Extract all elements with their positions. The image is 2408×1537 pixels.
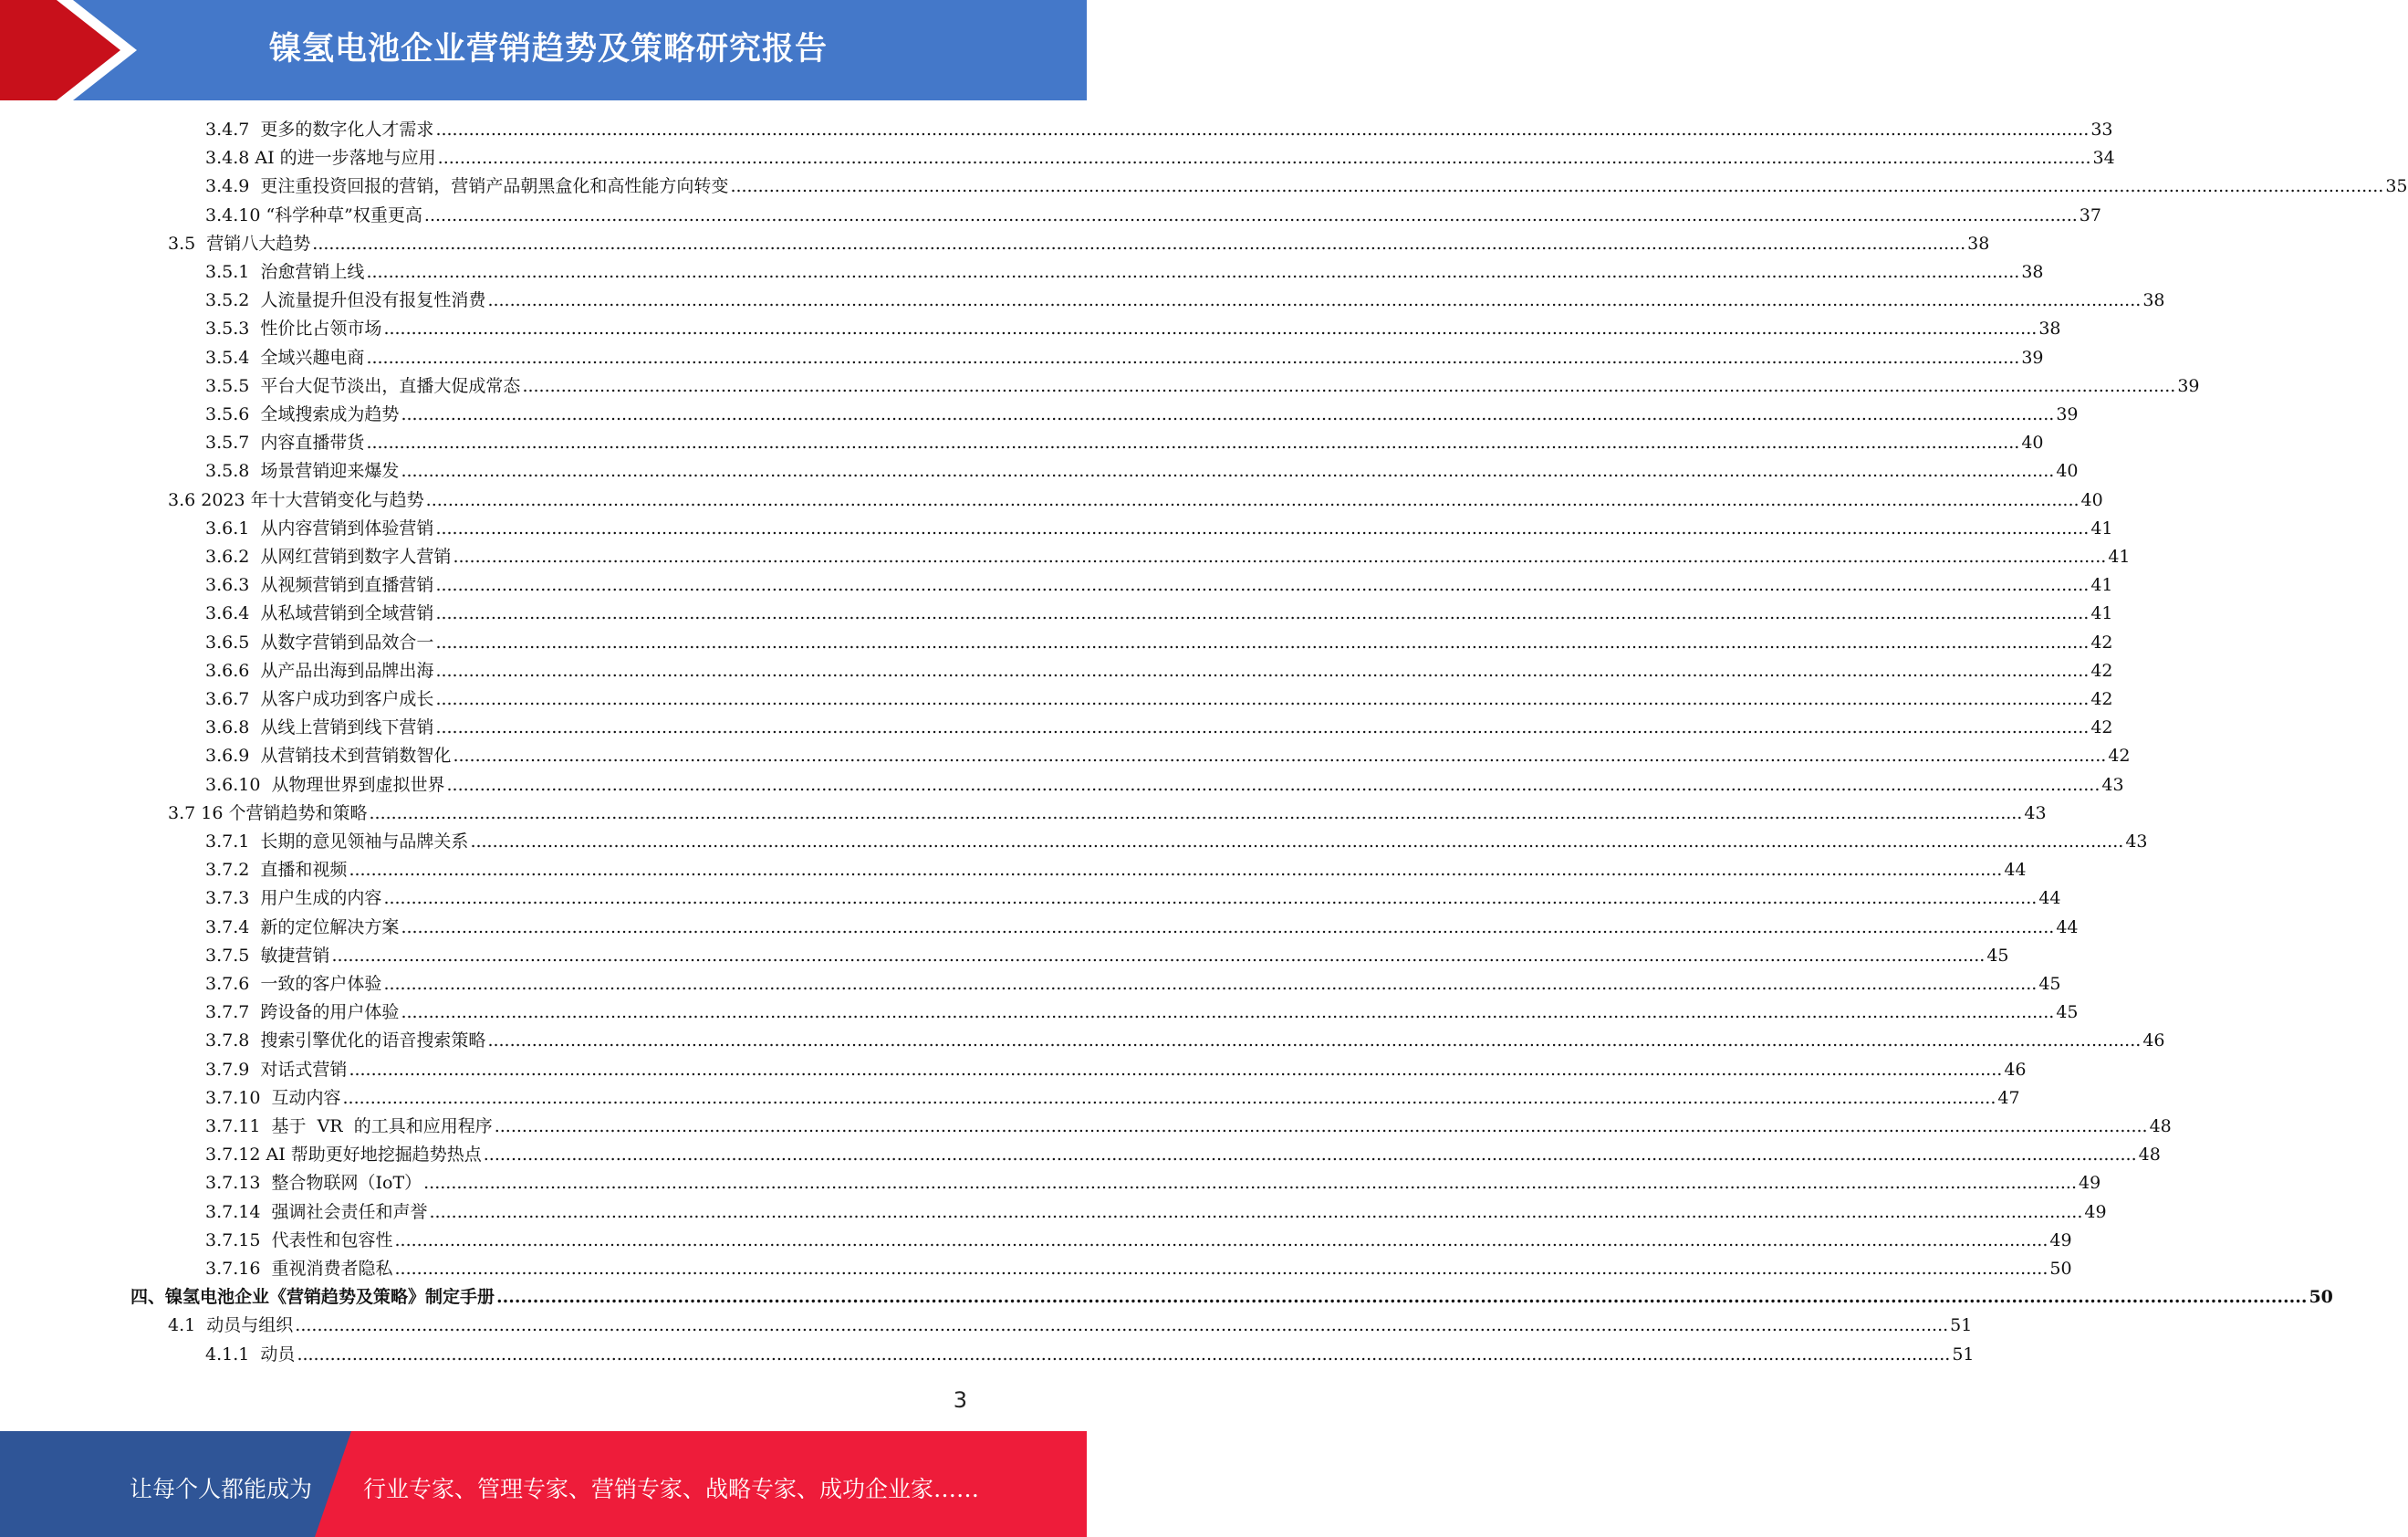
toc-entry[interactable] — [205, 571, 2113, 600]
toc-dot-leader: ............................................................................................................................................................................................................................................................................................................ — [494, 1116, 2148, 1136]
toc-entry-page: 44 — [2038, 888, 2061, 909]
toc-entry-page: 45 — [2056, 1002, 2079, 1023]
toc-entry-label: 4.1 动员与组织 — [168, 1315, 294, 1336]
toc-entry-page: 50 — [2309, 1287, 2333, 1308]
toc-dot-leader: ............................................................................................................................................................................................................................................................................................................ — [331, 945, 1986, 966]
toc-dot-leader: ............................................................................................................................................................................................................................................................................................................ — [297, 1344, 1951, 1364]
toc-dot-leader: ............................................................................................................................................................................................................................................................................................................ — [394, 1229, 2048, 1250]
toc-entry-page: 44 — [2004, 860, 2027, 881]
toc-dot-leader: ............................................................................................................................................................................................................................................................................................................ — [423, 1173, 2078, 1194]
toc-entry-page: 43 — [2024, 802, 2047, 823]
toc-dot-leader: ............................................................................................................................................................................................................................................................................................................ — [342, 1087, 1996, 1108]
toc-entry-label: 4.1.1 动员 — [205, 1344, 296, 1364]
toc-entry-page: 42 — [2108, 746, 2131, 767]
toc-entry-page: 33 — [2090, 120, 2113, 140]
toc-entry-label: 3.5.7 内容直播带货 — [205, 433, 365, 454]
toc-entry-label: 3.4.8 AI 的进一步落地与应用 — [205, 148, 436, 169]
toc-dot-leader: ............................................................................................................................................................................................................................................................................................................ — [366, 433, 2020, 454]
toc-entry-page: 48 — [2138, 1145, 2161, 1166]
toc-entry-label: 3.5.4 全域兴趣电商 — [205, 347, 365, 368]
toc-entry[interactable] — [168, 486, 2103, 515]
toc-dot-leader: ............................................................................................................................................................................................................................................................................................................ — [437, 148, 2091, 169]
toc-dot-leader: ............................................................................................................................................................................................................................................................................................................ — [401, 1002, 2055, 1023]
toc-entry-label: 3.6.4 从私域营销到全域营销 — [205, 603, 434, 624]
toc-entry-label: 3.6 2023 年十大营销变化与趋势 — [168, 489, 424, 510]
toc-dot-leader: ............................................................................................................................................................................................................................................................................................................ — [470, 831, 2124, 852]
toc-dot-leader: ............................................................................................................................................................................................................................................................................................................ — [401, 916, 2055, 937]
toc-entry[interactable] — [205, 543, 2131, 571]
toc-entry[interactable] — [205, 116, 2113, 144]
toc-entry[interactable] — [205, 970, 2061, 999]
toc-dot-leader: ............................................................................................................................................................................................................................................................................................................ — [730, 176, 2384, 197]
toc-entry-label: 3.6.2 从网红营销到数字人营销 — [205, 547, 452, 567]
toc-entry-page: 49 — [2049, 1229, 2072, 1250]
toc-entry-page: 41 — [2090, 575, 2113, 596]
toc-entry-page: 37 — [2079, 204, 2101, 225]
toc-entry-label: 3.5.2 人流量提升但没有报复性消费 — [205, 290, 486, 311]
toc-entry[interactable] — [205, 828, 2148, 856]
toc-entry-label: 3.6.6 从产品出海到品牌出海 — [205, 660, 434, 681]
toc-dot-leader: ............................................................................................................................................................................................................................................................................................................ — [487, 1030, 2142, 1051]
toc-entry[interactable] — [205, 144, 2115, 173]
toc-entry[interactable] — [205, 372, 2200, 401]
toc-dot-leader: ............................................................................................................................................................................................................................................................................................................ — [483, 1145, 2137, 1166]
toc-entry-page: 40 — [2021, 433, 2044, 454]
toc-entry-label: 3.5.1 治愈营销上线 — [205, 262, 365, 282]
toc-entry-page: 48 — [2149, 1116, 2172, 1136]
toc-entry-page: 35 — [2385, 176, 2408, 197]
toc-entry[interactable] — [205, 1227, 2072, 1255]
toc-entry-page: 40 — [2056, 461, 2079, 482]
toc-entry-page: 46 — [2004, 1059, 2027, 1080]
toc-entry[interactable] — [205, 999, 2079, 1027]
toc-entry-page: 40 — [2080, 489, 2103, 510]
page-header — [0, 0, 1087, 100]
toc-entry-label: 3.7.13 整合物联网（IoT） — [205, 1173, 422, 1194]
toc-dot-leader: ............................................................................................................................................................................................................................................................................................................ — [435, 689, 2090, 709]
toc-entry[interactable] — [205, 457, 2079, 486]
toc-dot-leader: ............................................................................................................................................................................................................................................................................................................ — [496, 1287, 2308, 1308]
toc-dot-leader: ............................................................................................................................................................................................................................................................................................................ — [349, 860, 2003, 881]
toc-entry[interactable] — [205, 600, 2113, 628]
toc-entry[interactable] — [205, 429, 2044, 457]
toc-entry-label: 3.6.1 从内容营销到体验营销 — [205, 518, 434, 538]
toc-entry[interactable] — [205, 942, 2009, 970]
toc-dot-leader: ............................................................................................................................................................................................................................................................................................................ — [383, 888, 2038, 909]
toc-dot-leader: ............................................................................................................................................................................................................................................................................................................ — [487, 290, 2142, 311]
toc-entry-label: 3.4.10 “科学种草”权重更高 — [205, 204, 422, 225]
toc-entry[interactable] — [205, 315, 2061, 343]
toc-entry[interactable] — [205, 742, 2131, 770]
toc-entry-page: 49 — [2079, 1173, 2101, 1194]
toc-entry-page: 39 — [2056, 404, 2079, 424]
toc-entry-page: 42 — [2090, 689, 2113, 709]
toc-entry[interactable] — [168, 230, 1990, 258]
toc-entry-page: 38 — [2021, 262, 2044, 282]
toc-entry-label: 3.6.3 从视频营销到直播营销 — [205, 575, 434, 596]
toc-entry-page: 38 — [2038, 319, 2061, 340]
toc-entry-label: 3.7.3 用户生成的内容 — [205, 888, 382, 909]
toc-entry-label: 3.7.16 重视消费者隐私 — [205, 1259, 393, 1279]
toc-entry[interactable] — [205, 1169, 2101, 1197]
toc-entry-label: 3.7.6 一致的客户体验 — [205, 974, 382, 994]
toc-entry-label: 3.7.9 对话式营销 — [205, 1059, 348, 1080]
toc-entry-label: 3.5.5 平台大促节淡出，直播大促成常态 — [205, 375, 521, 396]
toc-entry[interactable] — [205, 287, 2165, 315]
toc-entry[interactable] — [205, 1084, 2020, 1113]
toc-entry-page: 51 — [1950, 1315, 1973, 1336]
toc-entry[interactable] — [205, 202, 2101, 230]
toc-entry-page: 41 — [2090, 518, 2113, 538]
toc-entry-label: 3.7.11 基于 VR 的工具和应用程序 — [205, 1116, 493, 1136]
toc-entry[interactable] — [205, 714, 2113, 742]
report-title: 镍氢电池企业营销趋势及策略研究报告 — [269, 31, 829, 68]
page-footer — [0, 1431, 1087, 1537]
toc-entry-page: 50 — [2049, 1259, 2072, 1279]
toc-entry-label: 3.7.14 强调社会责任和声誉 — [205, 1201, 428, 1222]
toc-entry-page: 42 — [2090, 660, 2113, 681]
toc-entry-page: 41 — [2108, 547, 2131, 567]
toc-entry-page: 41 — [2090, 603, 2113, 624]
toc-entry-label: 3.4.9 更注重投资回报的营销，营销产品朝黑盒化和高性能方向转变 — [205, 176, 729, 197]
toc-entry-label: 3.6.10 从物理世界到虚拟世界 — [205, 774, 445, 795]
toc-entry-label: 3.7.15 代表性和包容性 — [205, 1229, 393, 1250]
toc-dot-leader: ............................................................................................................................................................................................................................................................................................................ — [369, 802, 2023, 823]
toc-entry-page: 45 — [1986, 945, 2009, 966]
toc-dot-leader: ............................................................................................................................................................................................................................................................................................................ — [453, 746, 2107, 767]
toc-entry-label: 3.7 16 个营销趋势和策略 — [168, 802, 368, 823]
toc-dot-leader: ............................................................................................................................................................................................................................................................................................................ — [366, 347, 2020, 368]
toc-entry-page: 45 — [2038, 974, 2061, 994]
toc-dot-leader: ............................................................................................................................................................................................................................................................................................................ — [435, 603, 2090, 624]
toc-entry-label: 3.6.7 从客户成功到客户成长 — [205, 689, 434, 709]
toc-entry-label: 四、镍氢电池企业《营销趋势及策略》制定手册 — [130, 1287, 495, 1308]
toc-entry[interactable] — [130, 1283, 2333, 1312]
toc-entry[interactable] — [168, 800, 2047, 828]
toc-entry-page: 46 — [2142, 1030, 2165, 1051]
toc-dot-leader: ............................................................................................................................................................................................................................................................................................................ — [435, 120, 2090, 140]
toc-entry-page: 51 — [1952, 1344, 1975, 1364]
toc-entry-page: 43 — [2125, 831, 2148, 852]
toc-entry-page: 43 — [2101, 774, 2124, 795]
toc-entry[interactable] — [205, 1056, 2027, 1084]
toc-dot-leader: ............................................................................................................................................................................................................................................................................................................ — [366, 262, 2020, 282]
toc-dot-leader: ............................................................................................................................................................................................................................................................................................................ — [394, 1259, 2048, 1279]
footer-slogan-right: 行业专家、管理专家、营销专家、战略专家、成功企业家…… — [363, 1476, 980, 1502]
toc-dot-leader: ............................................................................................................................................................................................................................................................................................................ — [423, 204, 2078, 225]
toc-entry[interactable] — [205, 856, 2027, 884]
toc-dot-leader: ............................................................................................................................................................................................................................................................................................................ — [435, 518, 2090, 538]
toc-entry-label: 3.7.5 敏捷营销 — [205, 945, 330, 966]
toc-dot-leader: ............................................................................................................................................................................................................................................................................................................ — [435, 575, 2090, 596]
toc-dot-leader: ............................................................................................................................................................................................................................................................................................................ — [435, 660, 2090, 681]
toc-entry[interactable] — [205, 173, 2408, 201]
toc-entry-label: 3.4.7 更多的数字化人才需求 — [205, 120, 434, 140]
toc-entry[interactable] — [205, 914, 2079, 942]
toc-entry[interactable] — [205, 685, 2113, 714]
toc-entry-label: 3.6.5 从数字营销到品效合一 — [205, 632, 434, 653]
header-chevron-decoration — [0, 0, 146, 100]
toc-entry[interactable] — [205, 629, 2113, 657]
toc-entry-page: 44 — [2056, 916, 2079, 937]
toc-entry-label: 3.7.7 跨设备的用户体验 — [205, 1002, 400, 1023]
toc-entry-page: 42 — [2090, 632, 2113, 653]
toc-entry-label: 3.7.10 互动内容 — [205, 1087, 341, 1108]
toc-entry[interactable] — [205, 1198, 2107, 1227]
toc-entry-label: 3.5 营销八大趋势 — [168, 233, 311, 254]
toc-entry[interactable] — [205, 1255, 2072, 1283]
toc-dot-leader: ............................................................................................................................................................................................................................................................................................................ — [401, 461, 2055, 482]
toc-entry[interactable] — [205, 258, 2044, 287]
toc-dot-leader: ............................................................................................................................................................................................................................................................................................................ — [446, 774, 2100, 795]
toc-entry-page: 38 — [1967, 233, 1990, 254]
toc-entry-label: 3.7.12 AI 帮助更好地挖掘趋势热点 — [205, 1145, 482, 1166]
toc-entry[interactable] — [205, 344, 2044, 372]
toc-dot-leader: ............................................................................................................................................................................................................................................................................................................ — [383, 974, 2038, 994]
toc-entry-page: 42 — [2090, 717, 2113, 738]
toc-dot-leader: ............................................................................................................................................................................................................................................................................................................ — [383, 319, 2038, 340]
toc-dot-leader: ............................................................................................................................................................................................................................................................................................................ — [435, 717, 2090, 738]
toc-entry[interactable] — [205, 401, 2079, 429]
toc-entry[interactable] — [205, 1027, 2165, 1055]
toc-dot-leader: ............................................................................................................................................................................................................................................................................................................ — [349, 1059, 2003, 1080]
toc-entry-page: 47 — [1997, 1087, 2020, 1108]
toc-entry-page: 49 — [2084, 1201, 2107, 1222]
toc-entry-label: 3.6.8 从线上营销到线下营销 — [205, 717, 434, 738]
toc-dot-leader: ............................................................................................................................................................................................................................................................................................................ — [295, 1315, 1949, 1336]
toc-entry-label: 3.5.6 全域搜索成为趋势 — [205, 404, 400, 424]
toc-entry-page: 39 — [2177, 375, 2200, 396]
toc-entry[interactable] — [205, 771, 2124, 800]
page-number: 3 — [953, 1387, 967, 1413]
toc-entry[interactable] — [205, 1341, 1975, 1369]
toc-entry[interactable] — [205, 657, 2113, 685]
toc-entry[interactable] — [205, 515, 2113, 543]
toc-dot-leader: ............................................................................................................................................................................................................................................................................................................ — [312, 233, 1966, 254]
toc-entry-label: 3.5.3 性价比占领市场 — [205, 319, 382, 340]
toc-entry[interactable] — [205, 884, 2061, 913]
toc-entry[interactable] — [168, 1312, 1973, 1340]
toc-entry-label: 3.6.9 从营销技术到营销数智化 — [205, 746, 452, 767]
toc-entry[interactable] — [205, 1141, 2161, 1169]
toc-entry-page: 34 — [2092, 148, 2115, 169]
toc-dot-leader: ............................................................................................................................................................................................................................................................................................................ — [453, 547, 2107, 567]
toc-entry-label: 3.5.8 场景营销迎来爆发 — [205, 461, 400, 482]
toc-entry[interactable] — [205, 1113, 2172, 1141]
toc-entry-label: 3.7.8 搜索引擎优化的语音搜索策略 — [205, 1030, 486, 1051]
toc-entry-label: 3.7.4 新的定位解决方案 — [205, 916, 400, 937]
footer-slogan-left: 让每个人都能成为 — [130, 1476, 313, 1502]
toc-entry-page: 39 — [2021, 347, 2044, 368]
toc-dot-leader: ............................................................................................................................................................................................................................................................................................................ — [401, 404, 2055, 424]
toc-dot-leader: ............................................................................................................................................................................................................................................................................................................ — [435, 632, 2090, 653]
toc-dot-leader: ............................................................................................................................................................................................................................................................................................................ — [425, 489, 2080, 510]
toc-dot-leader: ............................................................................................................................................................................................................................................................................................................ — [522, 375, 2176, 396]
toc-entry-page: 38 — [2142, 290, 2165, 311]
toc-entry-label: 3.7.1 长期的意见领袖与品牌关系 — [205, 831, 469, 852]
toc-entry-label: 3.7.2 直播和视频 — [205, 860, 348, 881]
toc-dot-leader: ............................................................................................................................................................................................................................................................................................................ — [429, 1201, 2083, 1222]
